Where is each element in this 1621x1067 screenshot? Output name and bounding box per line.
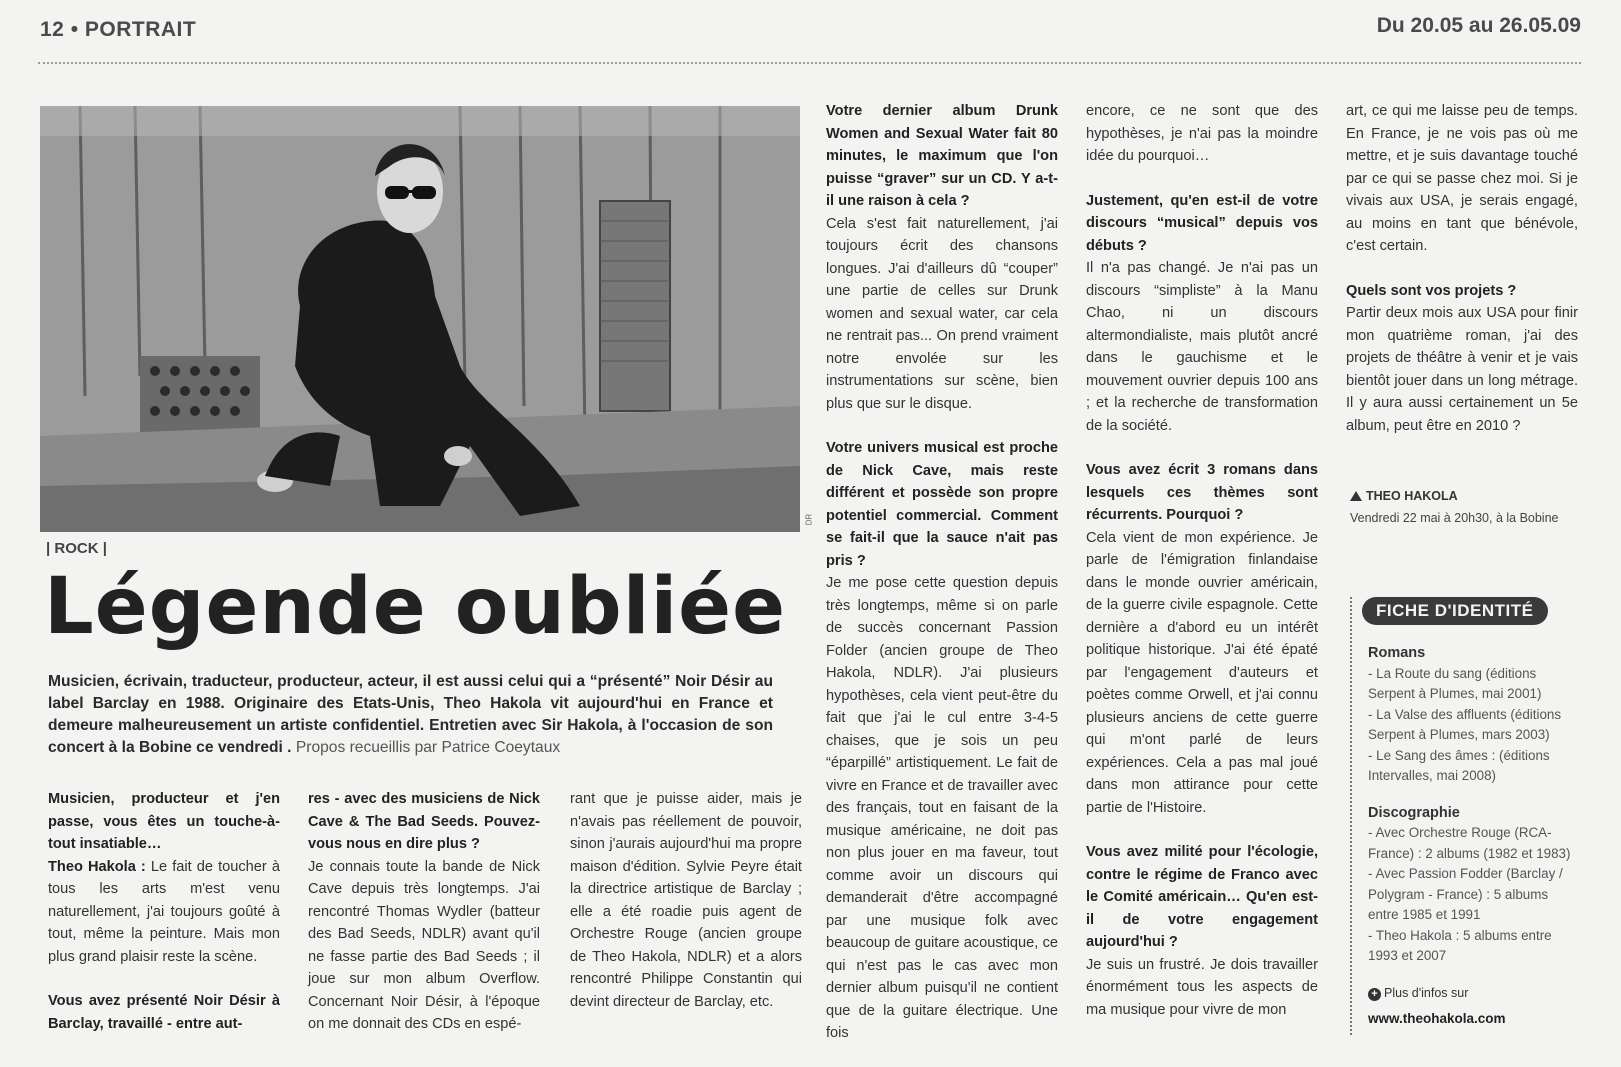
more-info (1368, 983, 1573, 1004)
answer-8: Partir deux mois aux USA pour finir mon quatrième roman, j'ai des projets de théâtre à venir et je vais bientôt jouer dans un long métrage. Il y aura aussi certainement un 5e album, peut être en 2010 ? (1346, 305, 1578, 434)
byline: Propos recueillis par Patrice Coeytaux (291, 739, 561, 756)
signature-name: THEO HAKOLA (1366, 489, 1458, 503)
answer-7: Je suis un frustré. Je dois travailler énormément tous les aspects de ma musique pour vivre de mon (1086, 956, 1318, 1018)
article-column-3 (570, 788, 802, 1035)
article-column-6 (1346, 100, 1578, 459)
question-2: Vous avez présenté Noir Désir à Barclay, travaillé - entre aut- (48, 993, 280, 1032)
more-info-label: Plus d'infos sur (1384, 985, 1469, 1000)
novel-item: - La Route du sang (éditions Serpent à Plumes, mai 2001) (1368, 665, 1542, 701)
header-divider (38, 62, 1581, 64)
website-link[interactable]: www.theohakola.com (1368, 1011, 1506, 1026)
section-header: 12 • PORTRAIT (40, 18, 197, 41)
speaker-name: Theo Hakola : (48, 858, 151, 875)
identity-card-body (1368, 643, 1573, 1030)
answer-5: Il n'a pas changé. Je n'ai pas un discours “simpliste” à la Manu Chao, ni un discours altermondialiste, mais plutôt ancré dans le gauchisme et le mouvement ouvrier depuis 100 ans ; et la recherche de transformation de la société. (1086, 260, 1318, 434)
answer-3: Cela s'est fait naturellement, j'ai toujours écrit des chansons longues. J'ai d'ailleurs dû “couper” une partie de celles sur Drunk women and sexual water, car cela ne rentrait pas... On prend vraiment notre envolée sur les instrumentations sur scène, bien plus que sur le disque. (826, 215, 1058, 412)
article-lead (48, 671, 773, 759)
identity-card-box (1350, 597, 1580, 1035)
answer-2-continued: rant que je puisse aider, mais je n'avais pas réellement de pouvoir, sinon j'aurais aujourd'hui ma propre maison d'édition. Sylvie Peyre était la directrice artistique de Barclay ; elle a été roadie puis agent de Orchestre Rouge (ancien groupe de Theo Hakola, NDLR) et a alors rencontré Philippe Constantin qui devint directeur de Barclay, etc. (570, 791, 802, 1010)
discography-section (1368, 803, 1573, 967)
artist-photo (40, 106, 800, 532)
article-column-4 (826, 100, 1058, 1067)
novels-heading: Romans (1368, 645, 1426, 661)
question-2-continued: res - avec des musiciens de Nick Cave & The Bad Seeds. Pouvez-vous nous en dire plus ? (308, 791, 540, 852)
question-4: Votre univers musical est proche de Nick Cave, mais reste différent et possède son propre potentiel commercial. Comment se fait-il que la sauce n'ait pas pris ? (826, 440, 1058, 569)
album-item: - Avec Passion Fodder (Barclay / Polygram - France) : 5 albums entre 1985 et 1991 (1368, 866, 1563, 922)
issue-dates: Du 20.05 au 26.05.09 (1376, 14, 1581, 37)
novel-item: - Le Sang des âmes : (éditions Intervalles, mai 2008) (1368, 747, 1550, 783)
answer-6: Cela vient de mon expérience. Je parle de l'émigration finlandaise dans le monde ouvrier américain, de la guerre civile espagnole. Cette dernière a d'abord eu un intérêt politique historique. J'ai été épaté par l'engagement d'auteurs et poètes comme Orwell, et j'ai connu plusieurs anciens de cette guerre qui m'ont parlé de leurs expériences. Cela a pas mal joué dans mon attirance pour cette partie de l'Histoire. (1086, 529, 1318, 816)
article-column-2 (308, 788, 540, 1058)
album-item: - Avec Orchestre Rouge (RCA-France) : 2 albums (1982 et 1983) (1368, 825, 1571, 861)
answer-7-continued: art, ce qui me laisse peu de temps. En France, je ne vois pas où me mettre, et je suis davantage touché par ce qui se passe chez moi. Si je vivais aux USA, je serais engagé, au moins en tant que bénévole, c'est certain. (1346, 103, 1578, 254)
album-item: - Theo Hakola : 5 albums entre 1993 et 2007 (1368, 927, 1552, 963)
concert-info: Vendredi 22 mai à 20h30, à la Bobine (1350, 511, 1559, 525)
identity-card-title: FICHE D'IDENTITÉ (1362, 597, 1548, 625)
article-column-5 (1086, 100, 1318, 1043)
novels-section (1368, 643, 1573, 787)
triangle-icon (1350, 491, 1362, 501)
question-8: Quels sont vos projets ? (1346, 282, 1517, 299)
answer-4-continued: encore, ce ne sont que des hypothèses, je n'ai pas la moindre idée du pourquoi… (1086, 103, 1318, 164)
answer-4: Je me pose cette question depuis très longtemps, même si on parle de succès concernant Passion Folder (ancien groupe de Theo Hakola, NDLR). J'ai plusieurs hypothèses, cela vient peut-être du fait que j'ai le cul entre 3-4-5 chaises, que je sois un peu “éparpillé” artistiquement. Le fait de vivre en France et de travailler avec des français, tout en faisant de la musique américaine, ne doit pas non plus jouer en ma faveur, tout comme avoir un discours qui demanderait d'être accompagné par une musique folk avec beaucoup de guitare acoustique, ce qui n'est pas le cas avec mon dernier album puisqu'il ne contient que de la guitare électrique. Une fois (826, 575, 1058, 1041)
answer-2: Je connais toute la bande de Nick Cave depuis très longtemps. J'ai rencontré Thomas Wydler (batteur des Bad Seeds, NDLR) avant qu'il ne fasse partie des Bad Seeds ; il joue sur mon album Overflow. Concernant Noir Désir, à l'époque on me donnait des CDs en espé- (308, 858, 540, 1032)
novel-item: - La Valse des affluents (éditions Serpent à Plumes, mars 2003) (1368, 706, 1562, 742)
answer-1: Le fait de toucher à tous les arts m'est venu naturellement, j'ai toujours goûté à tout, même la peinture. Mais mon plus grand plaisir reste la scène. (48, 858, 280, 965)
question-5: Justement, qu'en est-il de votre discours “musical” depuis vos débuts ? (1086, 192, 1318, 254)
lead-text: Musicien, écrivain, traducteur, producteur, acteur, il est aussi celui qui a “présenté” Noir Désir au label Barclay en 1988. Originaire des Etats-Unis, Theo Hakola vit aujourd'hui en France et demeure malheureusement un artiste confidentiel. Entretien avec Sir Hakola, à l'occasion de son concert à la Bobine ce vendredi . (48, 673, 773, 756)
plus-icon: + (1368, 988, 1381, 1001)
question-7: Vous avez milité pour l'écologie, contre le régime de Franco avec le Comité américain… Qu'en est-il de votre engagement aujourd'hui ? (1086, 844, 1318, 950)
article-signature (1350, 489, 1458, 503)
question-6: Vous avez écrit 3 romans dans lesquels ces thèmes sont récurrents. Pourquoi ? (1086, 462, 1318, 523)
rubric-label: | ROCK | (46, 540, 107, 557)
discography-heading: Discographie (1368, 804, 1460, 821)
photo-credit: DR (804, 513, 814, 526)
question-3: Votre dernier album Drunk Women and Sexual Water fait 80 minutes, le maximum que l'on puisse “graver” sur un CD. Y a-t-il une raison à cela ? (826, 103, 1058, 209)
question-1: Musicien, producteur et j'en passe, vous êtes un touche-à-tout insatiable… (48, 791, 280, 852)
article-column-1 (48, 788, 280, 1035)
article-title: Légende oubliée (44, 562, 786, 652)
